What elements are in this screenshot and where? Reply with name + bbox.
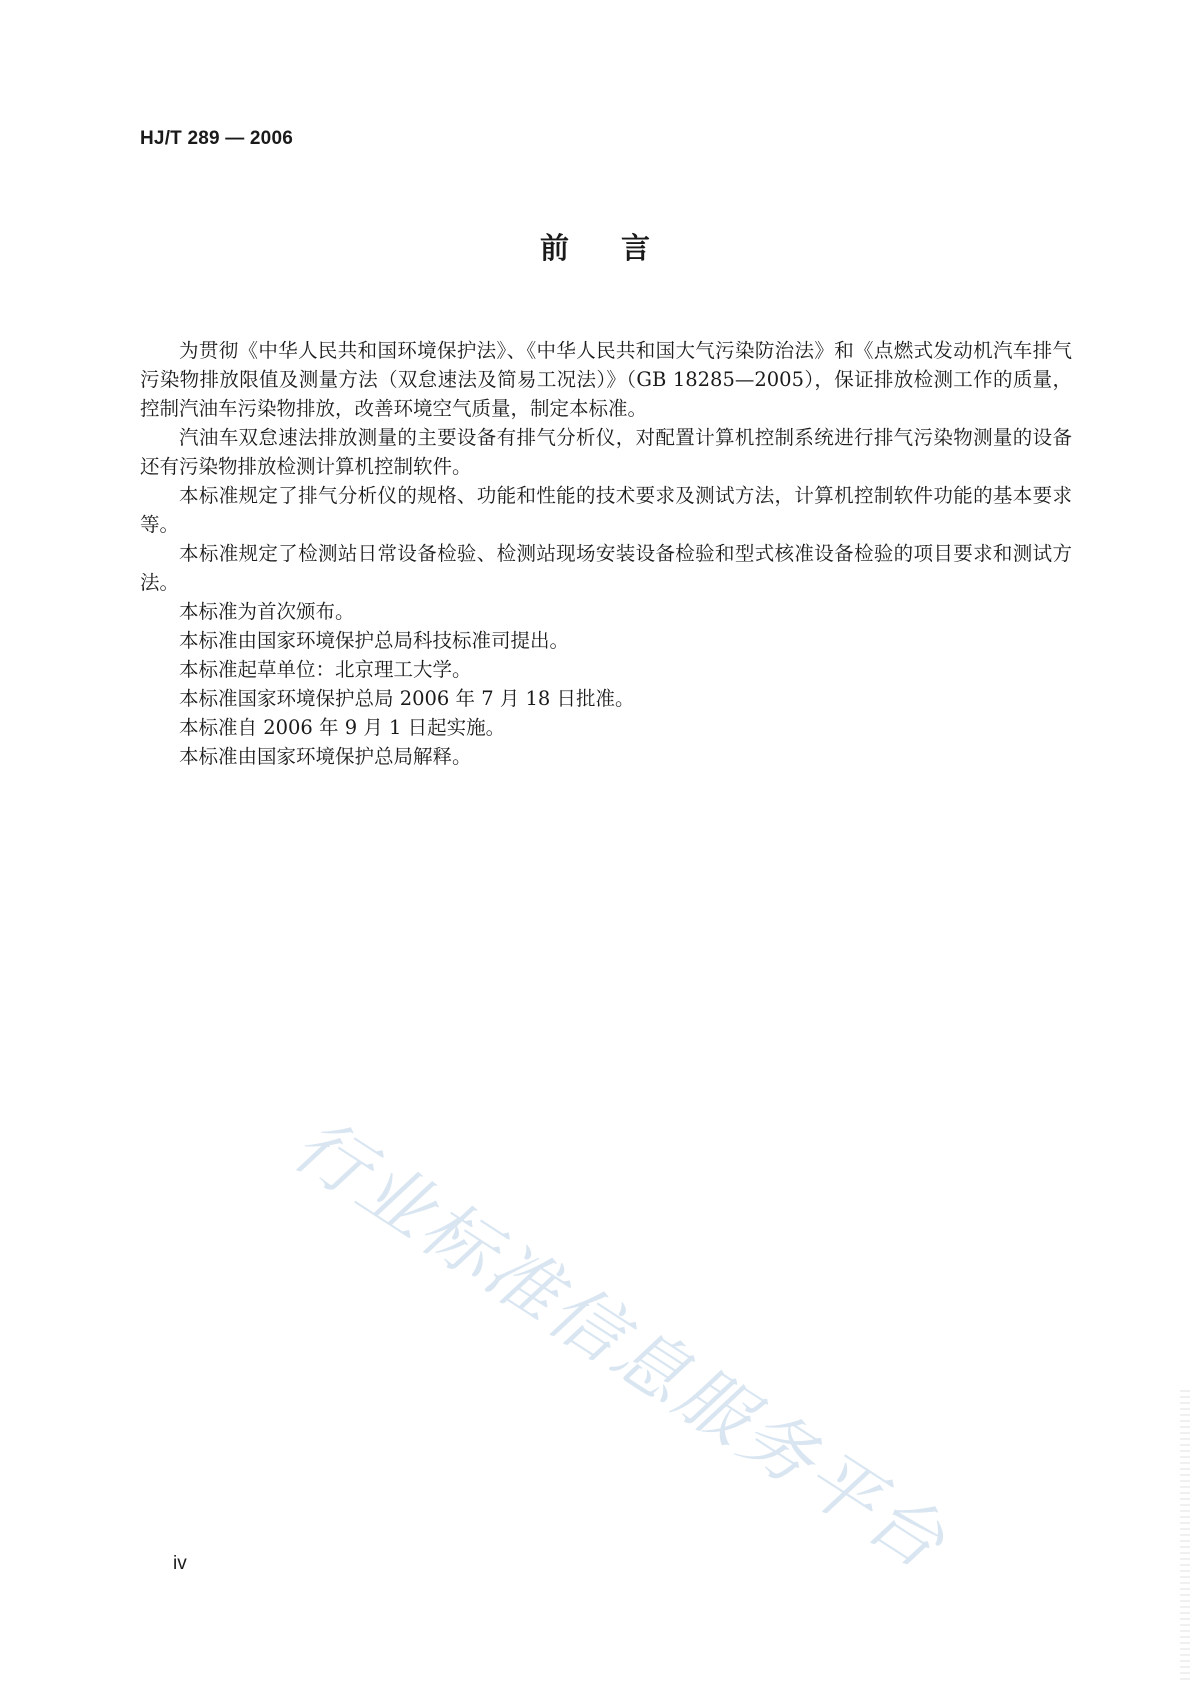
page-title: 前言: [539, 231, 702, 265]
standard-code: HJ/T 289 — 2006: [140, 128, 293, 149]
watermark: 行业标准信息服务平台: [278, 1101, 963, 1587]
paragraph: 本标准为首次颁布。: [179, 600, 355, 623]
page-number: iv: [173, 1553, 187, 1574]
paragraph: 本标准起草单位：北京理工大学。: [179, 658, 472, 681]
paragraph: 汽油车双怠速法排放测量的主要设备有排气分析仪，对配置计算机控制系统进行排气污染物测量的设备还有污染物排放检测计算机控制软件。: [140, 426, 1072, 478]
paragraph: 本标准规定了排气分析仪的规格、功能和性能的技术要求及测试方法，计算机控制软件功能的基本要求等。: [140, 484, 1072, 536]
paragraph: 本标准由国家环境保护总局科技标准司提出。: [179, 629, 570, 652]
foreword-body: [140, 336, 1072, 771]
paragraph: 本标准国家环境保护总局 2006 年 7 月 18 日批准。: [179, 687, 635, 710]
scan-edge-artifact: [1180, 1390, 1190, 1684]
paragraph: 本标准自 2006 年 9 月 1 日起实施。: [179, 716, 506, 739]
paragraph: 本标准规定了检测站日常设备检验、检测站现场安装设备检验和型式核准设备检验的项目要求和测试方法。: [140, 542, 1072, 594]
paragraph: 本标准由国家环境保护总局解释。: [179, 745, 472, 768]
paragraph: 为贯彻《中华人民共和国环境保护法》、《中华人民共和国大气污染防治法》和《点燃式发动机汽车排气污染物排放限值及测量方法（双怠速法及简易工况法）》（GB 18285—2005），保证排放检测工作的质量，控制汽油车污染物排放，改善环境空气质量，制定本标准。: [140, 339, 1072, 420]
